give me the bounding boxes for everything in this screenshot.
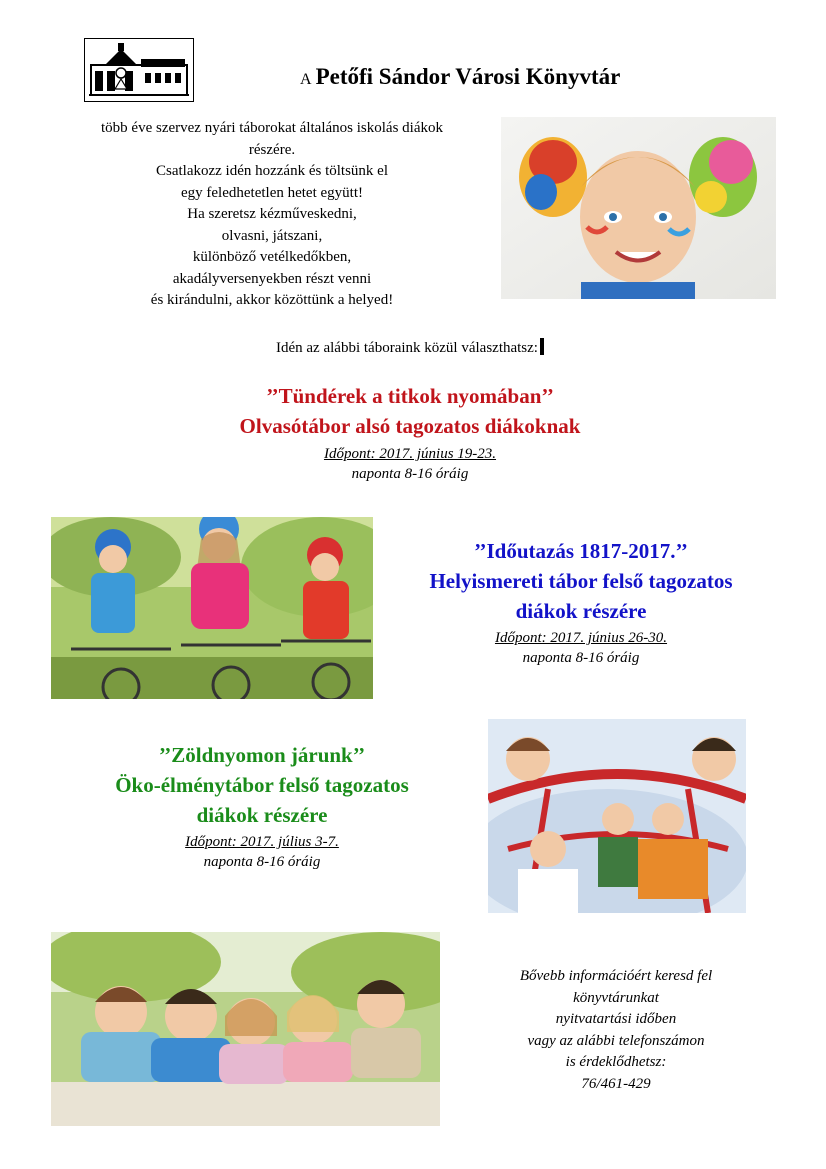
title-prefix: A [300,71,312,88]
camp-subtitle: Öko-élménytábor felső tagozatos [115,773,409,797]
boy-with-painted-hands-photo [501,117,776,299]
camp-hours: naponta 8-16 óráig [203,854,321,870]
intro-line: egy feledhetetlen hetet együtt! [181,184,363,201]
camp-date: Időpont: 2017. július 3-7. [185,834,339,850]
choose-text: Idén az alábbi táboraink közül választhatsz: [276,340,538,356]
intro-text [48,118,496,312]
camp-title: ’’Zöldnyomon járunk’’ [158,743,366,767]
camp-hours: naponta 8-16 óráig [351,466,469,482]
phone-number: 76/461-429 [581,1075,651,1092]
camp-local-history [398,536,764,668]
camp-title: ’’Tündérek a titkok nyomában’’ [266,384,554,408]
info-line: is érdeklődhetsz: [565,1054,667,1070]
intro-line: Ha szeretsz kézműveskedni, [187,206,357,222]
camp-reading [150,381,670,484]
camp-date: Időpont: 2017. június 19-23. [323,446,497,462]
page-title [300,64,720,90]
intro-line: több éve szervez nyári táborokat általános iskolás diákok [101,120,443,136]
camp-date: Időpont: 2017. június 26-30. [494,630,668,646]
camp-subtitle: diákok részére [515,599,647,623]
children-cycling-photo [51,517,373,699]
choose-intro [200,338,620,357]
children-on-climbing-frame-photo [488,719,746,913]
info-line: vagy az alábbi telefonszámon [527,1032,705,1049]
intro-line: akadályversenyekben részt venni [172,270,372,287]
library-logo [84,38,194,102]
camp-hours: naponta 8-16 óráig [522,650,640,666]
contact-info [466,966,766,1095]
camp-subtitle: diákok részére [196,803,328,827]
library-building-icon [85,39,193,101]
intro-line: olvasni, játszani, [221,227,323,244]
info-line: Bővebb információért keresd fel [519,968,713,984]
info-line: könyvtárunkat [573,989,659,1006]
info-line: nyitvatartási időben [555,1011,677,1027]
camp-title: ’’Időutazás 1817-2017.’’ [474,539,688,563]
intro-line: részére. [248,141,296,158]
text-cursor [540,338,544,355]
library-name: Petőfi Sándor Városi Könyvtár [315,64,621,89]
intro-line: és kirándulni, akkor közöttünk a helyed! [150,292,394,308]
children-drawing-on-grass-photo [51,932,440,1126]
intro-line: Csatlakozz idén hozzánk és töltsünk el [155,163,389,179]
intro-line: különböző vetélkedőkben, [192,249,352,265]
camp-subtitle: Olvasótábor alsó tagozatos diákoknak [239,414,581,438]
camp-subtitle: Helyismereti tábor felső tagozatos [429,569,733,593]
camp-eco [62,740,462,872]
